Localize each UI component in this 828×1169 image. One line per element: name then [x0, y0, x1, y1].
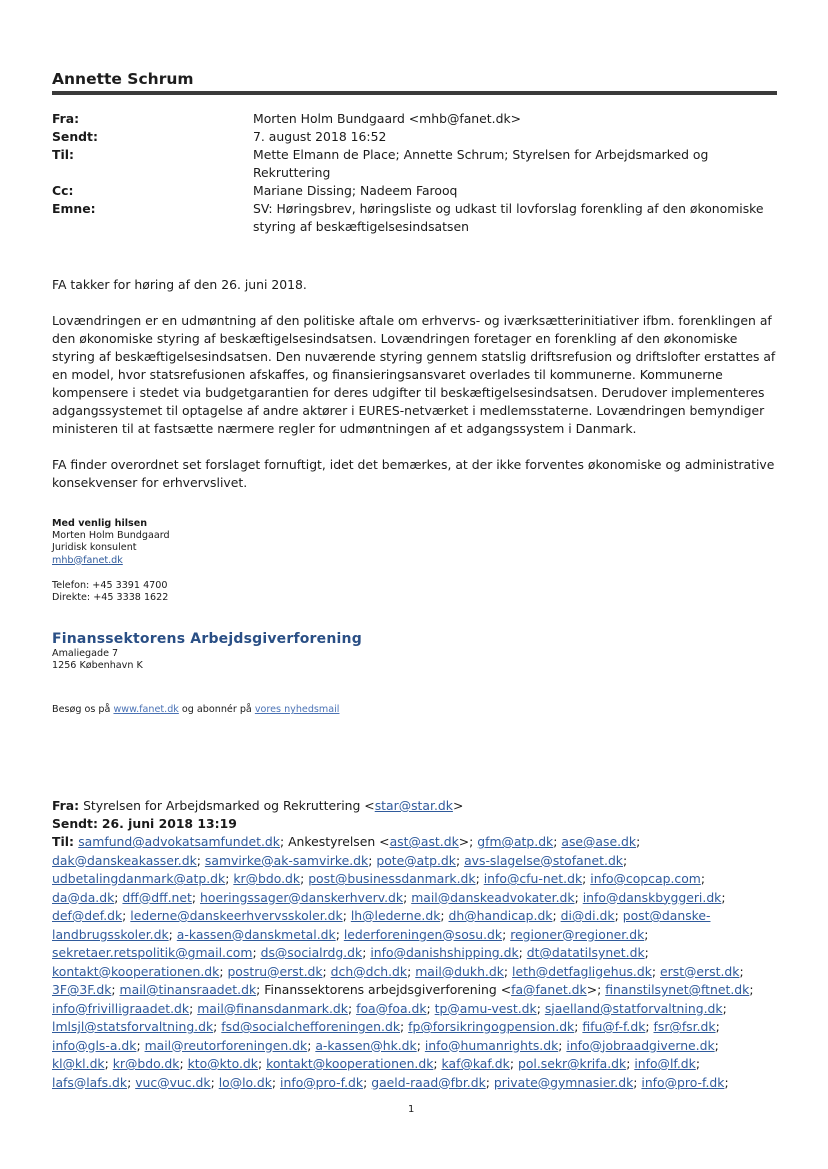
forwarded-sent-value: 26. juni 2018 13:19 — [101, 816, 237, 831]
header-key: Til: — [52, 147, 74, 162]
recipient-email-link[interactable]: udbetalingdanmark@atp.dk — [52, 871, 226, 886]
address-city: 1256 København K — [52, 660, 143, 672]
recipient-separator: ; — [335, 926, 344, 942]
signature-phone: Telefon: +45 3391 4700 — [52, 579, 168, 591]
body-paragraph — [52, 312, 787, 438]
recipient-separator: ; — [347, 1000, 357, 1016]
body-paragraph — [52, 276, 787, 294]
recipient-email-link[interactable]: leth@detfagligehus.dk — [512, 963, 652, 979]
recipient-line — [52, 963, 787, 982]
recipient-line — [52, 1074, 787, 1093]
recipient-email-link[interactable]: private@gymnasier.dk — [493, 1074, 634, 1090]
recipient-email-link[interactable]: info@copcap.com — [590, 871, 701, 886]
visit-line — [52, 704, 339, 715]
recipient-email-link[interactable]: lh@lederne.dk — [350, 908, 441, 923]
recipient-separator: ; — [503, 963, 513, 979]
recipient-email-link[interactable]: kto@kto.dk — [187, 1056, 258, 1071]
email-body — [52, 276, 787, 510]
recipient-separator: ; — [104, 1056, 113, 1071]
recipient-email-link[interactable]: info@gls-a.dk — [52, 1037, 137, 1053]
recipient-email-link[interactable]: lmlsjl@statsforvaltning.dk — [52, 1019, 214, 1034]
recipient-separator: ; — [368, 852, 377, 868]
recipient-email-link[interactable]: lafs@lafs.dk — [52, 1074, 128, 1090]
recipient-separator: ; Finanssektorens arbejdsgiverforening < — [256, 982, 512, 997]
signature-block — [52, 518, 170, 604]
recipient-separator: ; — [700, 871, 706, 886]
recipient-email-link[interactable]: mail@finansdanmark.dk — [197, 1000, 348, 1016]
recipient-email-link[interactable]: info@danishshipping.dk — [370, 945, 519, 960]
recipient-separator: ; — [416, 1037, 425, 1053]
recipient-separator: ; — [553, 834, 562, 849]
recipient-separator: ; — [502, 926, 511, 942]
recipient-line — [52, 926, 787, 945]
recipient-email-link[interactable]: info@lf.dk — [634, 1056, 696, 1071]
signature-email-link[interactable]: mhb@fanet.dk — [52, 554, 123, 566]
body-line: FA takker for høring af den 26. juni 2018. — [52, 277, 307, 292]
recipient-separator: ; — [252, 945, 261, 960]
recipient-separator: ; — [300, 871, 309, 886]
recipient-email-link[interactable]: lo@lo.dk — [218, 1074, 272, 1090]
recipient-line — [52, 870, 787, 889]
recipient-separator: ; — [210, 1074, 219, 1090]
header-row-sent — [52, 128, 782, 146]
recipient-separator: ; — [219, 963, 228, 979]
recipient-email-link[interactable]: hoeringssager@danskerhverv.dk — [200, 889, 404, 905]
recipient-separator: ; — [645, 1019, 654, 1034]
recipient-separator: ; — [400, 1019, 409, 1034]
recipient-email-link[interactable]: info@danskbyggeri.dk — [582, 889, 722, 905]
body-paragraph — [52, 456, 787, 492]
recipient-separator: ; — [636, 834, 641, 849]
recipient-email-link[interactable]: kr@bdo.dk — [233, 871, 301, 886]
forwarded-from-sender: Styrelsen for Arbejdsmarked og Rekruttering < — [83, 798, 375, 813]
recipient-separator: ; — [574, 1019, 583, 1034]
recipient-separator: ; — [362, 945, 371, 960]
recipient-separator: ; — [749, 982, 754, 997]
signature-name: Morten Holm Bundgaard — [52, 530, 170, 542]
forwarded-from-label: Fra: — [52, 798, 80, 813]
recipient-email-link[interactable]: ast@ast.dk — [389, 834, 459, 849]
recipient-email-link[interactable]: di@di.dk — [560, 908, 615, 923]
recipient-separator: >; — [586, 982, 606, 997]
recipient-separator: ; — [475, 871, 484, 886]
recipient-separator: ; — [179, 1056, 188, 1071]
recipient-email-link[interactable]: ase@ase.dk — [561, 834, 637, 849]
recipient-separator: ; — [485, 1074, 494, 1090]
signature-direct: Direkte: +45 3338 1622 — [52, 592, 169, 604]
recipient-separator: ; — [257, 1056, 267, 1071]
recipient-separator: ; — [582, 871, 591, 886]
recipient-email-link[interactable]: sjaelland@statforvaltning.dk — [544, 1000, 723, 1016]
recipient-separator: ; — [191, 889, 201, 905]
forwarded-from-email-link[interactable]: star@star.dk — [374, 798, 453, 813]
title-rule — [52, 91, 777, 95]
recipient-email-link[interactable]: info@frivilligraadet.dk — [52, 1000, 190, 1016]
recipient-separator: ; — [715, 1019, 720, 1034]
recipient-email-link[interactable]: erst@erst.dk — [660, 963, 740, 979]
forwarded-from-close: > — [452, 798, 464, 813]
recipient-separator: >; — [458, 834, 478, 849]
header-value-line: SV: Høringsbrev, høringsliste og udkast til lovforslag forenkling af den økonomiske — [253, 201, 764, 216]
email-header — [52, 110, 782, 236]
recipient-email-link[interactable]: info@pro-f.dk — [641, 1074, 725, 1090]
recipient-separator: ; — [168, 926, 177, 942]
recipient-email-link[interactable]: lederne@danskeerhvervsskoler.dk — [130, 908, 343, 923]
recipient-email-link[interactable]: kl@kl.dk — [52, 1056, 105, 1071]
body-line: adgangssystemet til optagelse af andre aktører i EURES-netværket i medlemsstaterne. Lovændringen bemyndiger — [52, 403, 765, 418]
recipient-email-link[interactable]: foa@foa.dk — [356, 1000, 427, 1016]
recipient-email-link[interactable]: mail@danskeadvokater.dk — [411, 889, 575, 905]
recipient-email-link[interactable]: mail@dukh.dk — [415, 963, 504, 979]
recipient-separator: ; — [714, 1037, 719, 1053]
recipient-line — [52, 852, 787, 871]
header-row-cc — [52, 182, 782, 200]
recipient-line — [52, 907, 787, 926]
recipient-email-link[interactable]: da@da.dk — [52, 889, 115, 905]
recipient-separator: ; — [307, 1037, 316, 1053]
organization-name: Finanssektorens Arbejdsgiverforening — [52, 631, 362, 647]
recipient-separator: ; — [644, 945, 649, 960]
body-line: Lovændringen er en udmøntning af den politiske aftale om erhvervs- og iværksætterinitiativer ifbm. forenklingen af — [52, 313, 772, 328]
header-value-line: 7. august 2018 16:52 — [253, 129, 387, 144]
header-value-line: Rekruttering — [253, 165, 331, 180]
recipient-email-link[interactable]: dt@datatilsynet.dk — [526, 945, 645, 960]
recipient-email-link[interactable]: lederforeningen@sosu.dk — [343, 926, 503, 942]
recipient-separator: ; — [407, 963, 416, 979]
recipient-line — [52, 833, 787, 852]
signature-role: Juridisk konsulent — [52, 542, 137, 554]
recipient-email-link[interactable]: avs-slagelse@stofanet.dk — [464, 852, 623, 868]
forwarded-sent-label: Sendt: — [52, 816, 98, 831]
recipient-email-link[interactable]: fa@fanet.dk — [511, 982, 587, 997]
recipient-line — [52, 1037, 787, 1056]
body-line: ministeren til at fastsætte nærmere regler for udmøntningen af et adgangssystem i Danmark. — [52, 421, 637, 436]
recipient-email-link[interactable]: sekretaer.retspolitik@gmail.com — [52, 945, 253, 960]
header-key: Cc: — [52, 183, 74, 198]
recipient-line — [52, 889, 787, 908]
header-row-from — [52, 110, 782, 128]
recipient-separator: ; — [509, 1056, 518, 1071]
header-value-line: Mariane Dissing; Nadeem Farooq — [253, 183, 458, 198]
recipient-separator: ; — [122, 908, 131, 923]
recipient-separator: ; — [440, 908, 449, 923]
recipient-email-link[interactable]: fsd@socialchefforeningen.dk — [221, 1019, 401, 1034]
recipient-email-link[interactable]: postru@erst.dk — [227, 963, 323, 979]
recipient-separator: ; — [363, 1074, 372, 1090]
recipient-separator: ; — [536, 1000, 545, 1016]
recipient-email-link[interactable]: kaf@kaf.dk — [441, 1056, 510, 1071]
recipient-email-link[interactable]: mail@tinansraadet.dk — [119, 982, 257, 997]
recipient-separator: ; — [626, 1056, 635, 1071]
recipient-line — [52, 981, 787, 1000]
forwarded-header — [52, 797, 787, 833]
recipient-email-link[interactable]: gaeld-raad@fbr.dk — [371, 1074, 486, 1090]
recipient-separator: ; — [558, 1037, 567, 1053]
recipient-separator: ; — [739, 963, 744, 979]
recipient-separator: ; — [633, 1074, 642, 1090]
body-line: den økonomiske styring af beskæftigelsesindsatsen. Lovændringen foretager en forenkling af den økonomiske — [52, 331, 738, 346]
recipient-email-link[interactable]: post@danske- — [622, 908, 711, 923]
recipient-email-link[interactable]: dak@danskeakasser.dk — [52, 852, 197, 868]
recipient-email-link[interactable]: dch@dch.dk — [330, 963, 408, 979]
recipient-separator: ; — [213, 1019, 222, 1034]
body-line: kompensere i stedet via budgetgarantien for deres udgifter til beskæftigelsesindsatsen. Derudover implementeres — [52, 385, 765, 400]
header-value-line: styring af beskæftigelsesindsatsen — [253, 219, 469, 234]
forwarded-sent-row — [52, 815, 787, 833]
recipient-separator: ; — [622, 852, 628, 868]
recipient-line — [52, 1000, 787, 1019]
recipient-email-link[interactable]: info@humanrights.dk — [424, 1037, 559, 1053]
recipient-separator: ; — [695, 1056, 701, 1071]
recipient-email-link[interactable]: landbrugsskoler.dk — [52, 926, 169, 942]
recipient-email-link[interactable]: gfm@atp.dk — [477, 834, 554, 849]
recipient-email-link[interactable]: post@businessdanmark.dk — [308, 871, 476, 886]
recipient-separator: ; — [136, 1037, 145, 1053]
header-key: Fra: — [52, 111, 80, 126]
recipient-email-link[interactable]: kontakt@kooperationen.dk — [266, 1056, 434, 1071]
recipient-separator: ; — [574, 889, 583, 905]
recipient-email-link[interactable]: finanstilsynet@ftnet.dk — [605, 982, 750, 997]
recipient-email-link[interactable]: pol.sekr@krifa.dk — [517, 1056, 627, 1071]
recipient-email-link[interactable]: 3F@3F.dk — [52, 982, 112, 997]
recipient-separator: ; — [196, 852, 205, 868]
recipient-separator: ; — [426, 1000, 435, 1016]
newsletter-link[interactable]: vores nyhedsmail — [254, 704, 340, 715]
recipient-separator: ; — [552, 908, 561, 923]
recipient-separator: ; — [403, 889, 412, 905]
recipient-separator: ; Ankestyrelsen < — [279, 834, 390, 849]
recipient-separator: ; — [721, 889, 726, 905]
recipient-email-link[interactable]: info@jobraadgiverne.dk — [566, 1037, 715, 1053]
recipient-separator: ; — [342, 908, 351, 923]
recipient-email-link[interactable]: def@def.dk — [52, 908, 123, 923]
recipient-email-link[interactable]: ds@socialrdg.dk — [260, 945, 363, 960]
recipient-separator: ; — [433, 1056, 442, 1071]
recipient-separator: ; — [189, 1000, 198, 1016]
header-value-line: Mette Elmann de Place; Annette Schrum; Styrelsen for Arbejdsmarked og — [253, 147, 709, 162]
recipient-email-link[interactable]: kr@bdo.dk — [112, 1056, 180, 1071]
address-street: Amaliegade 7 — [52, 648, 119, 659]
header-row-subject — [52, 200, 782, 236]
body-line: konsekvenser for erhvervslivet. — [52, 475, 248, 490]
forwarded-from-row — [52, 797, 787, 815]
recipient-email-link[interactable]: kontakt@kooperationen.dk — [52, 963, 220, 979]
recipient-separator: ; — [722, 1000, 727, 1016]
recipient-email-link[interactable]: info@pro-f.dk — [280, 1074, 364, 1090]
recipient-separator: ; — [271, 1074, 281, 1090]
visit-middle: og abonnér på — [181, 704, 252, 715]
document-owner-title: Annette Schrum — [52, 70, 194, 88]
recipient-separator: ; — [127, 1074, 136, 1090]
body-line: styring af beskæftigelsesindsatsen. Den nuværende styring gennem statslig driftsrefusion og driftslofter erstattes af — [52, 349, 776, 364]
recipient-separator: ; — [322, 963, 331, 979]
website-link[interactable]: www.fanet.dk — [113, 704, 179, 715]
recipient-separator: ; — [614, 908, 623, 923]
recipient-email-link[interactable]: fp@forsikringogpension.dk — [408, 1019, 575, 1034]
recipient-line — [52, 1055, 787, 1074]
header-value-line: Morten Holm Bundgaard <mhb@fanet.dk> — [253, 111, 522, 126]
recipient-separator: ; — [111, 982, 120, 997]
header-key: Sendt: — [52, 129, 98, 144]
recipient-line — [52, 944, 787, 963]
recipient-email-link[interactable]: vuc@vuc.dk — [135, 1074, 211, 1090]
visit-prefix: Besøg os på — [52, 704, 111, 715]
recipient-email-link[interactable]: fifu@f-f.dk — [582, 1019, 646, 1034]
recipient-email-link[interactable]: dff@dff.net — [122, 889, 192, 905]
recipient-email-link[interactable]: pote@atp.dk — [376, 852, 456, 868]
recipient-separator: ; — [455, 852, 465, 868]
recipient-separator: ; — [644, 926, 649, 942]
recipient-email-link[interactable]: fsr@fsr.dk — [653, 1019, 716, 1034]
signature-greeting: Med venlig hilsen — [52, 518, 148, 529]
page-number: 1 — [408, 1104, 415, 1115]
header-key: Emne: — [52, 201, 96, 216]
recipient-separator: ; — [114, 889, 123, 905]
organization-address — [52, 648, 143, 672]
forwarded-to-label: Til: — [52, 834, 79, 849]
recipient-email-link[interactable]: info@cfu-net.dk — [483, 871, 583, 886]
recipient-email-link[interactable]: mail@reutorforeningen.dk — [144, 1037, 308, 1053]
recipient-separator: ; — [651, 963, 661, 979]
recipient-email-link[interactable]: a-kassen@danskmetal.dk — [176, 926, 336, 942]
recipient-email-link[interactable]: regioner@regioner.dk — [510, 926, 645, 942]
forwarded-recipients — [52, 833, 787, 1092]
recipient-email-link[interactable]: samvirke@ak-samvirke.dk — [204, 852, 369, 868]
recipient-separator: ; — [225, 871, 234, 886]
recipient-email-link[interactable]: a-kassen@hk.dk — [315, 1037, 417, 1053]
recipient-separator: ; — [518, 945, 527, 960]
header-row-to — [52, 146, 782, 182]
recipient-email-link[interactable]: tp@amu-vest.dk — [434, 1000, 537, 1016]
recipient-email-link[interactable]: dh@handicap.dk — [448, 908, 553, 923]
recipient-email-link[interactable]: samfund@advokatsamfundet.dk — [78, 834, 280, 849]
recipient-separator: ; — [724, 1074, 729, 1090]
recipient-line — [52, 1018, 787, 1037]
body-line: en model, hvor statsrefusionen afskaffes, og finansieringsansvaret overlades til kommunerne. Kommunerne — [52, 367, 723, 382]
body-line: FA finder overordnet set forslaget fornuftigt, idet det bemærkes, at der ikke forventes økonomiske og administrative — [52, 457, 775, 472]
